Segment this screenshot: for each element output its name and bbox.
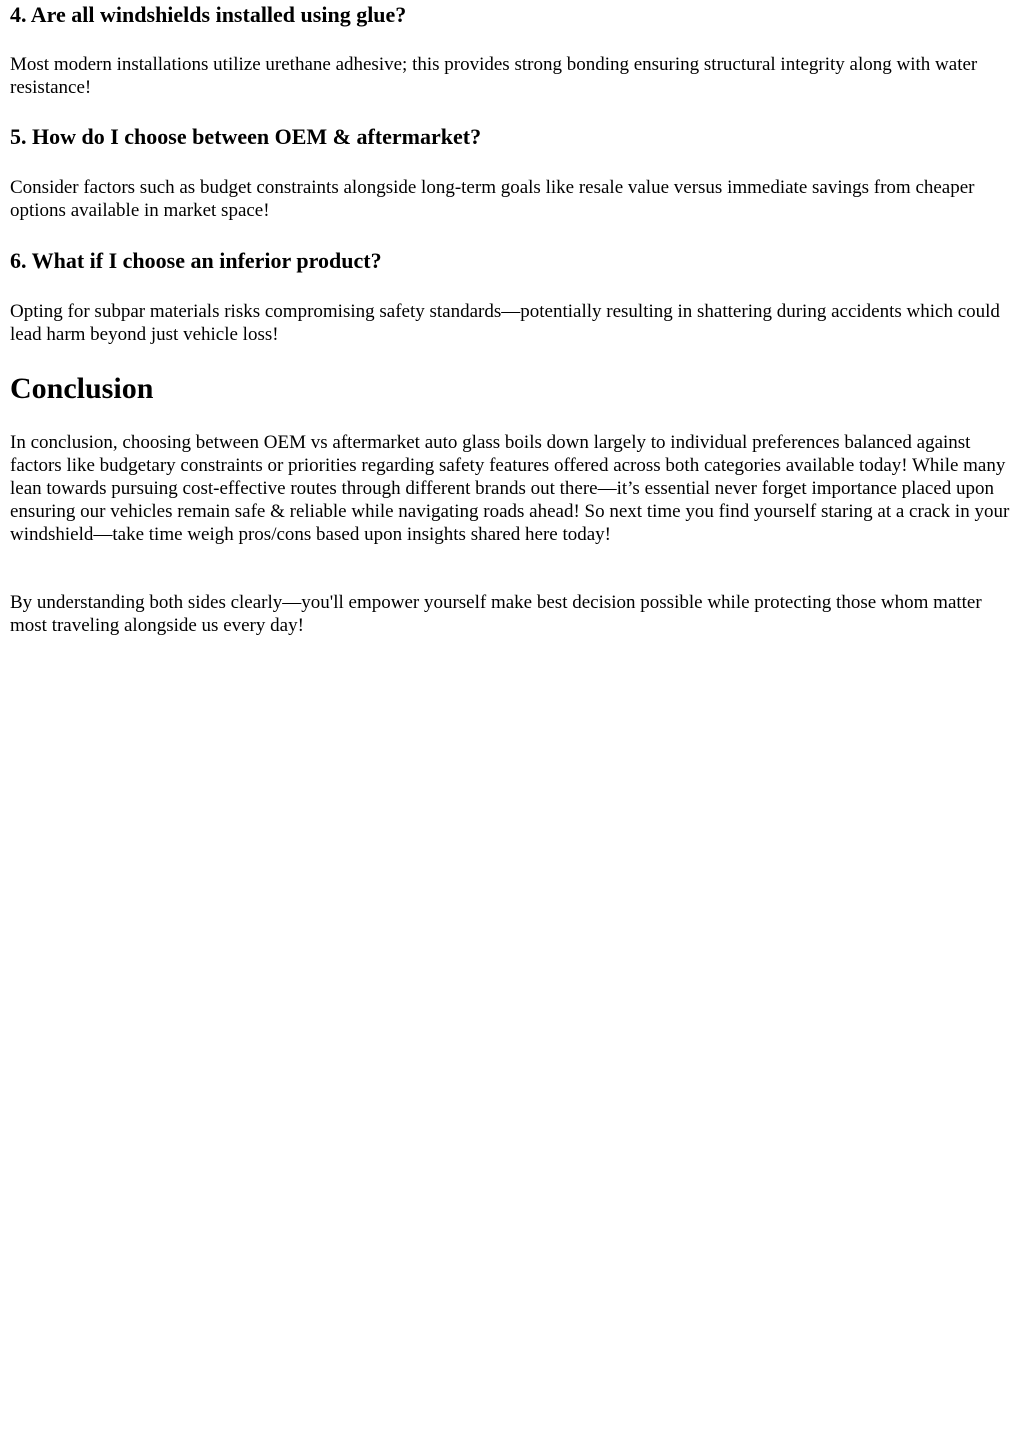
faq-question-5: 5. How do I choose between OEM & aftermarket? [10, 124, 482, 149]
conclusion-heading: Conclusion [10, 372, 154, 405]
conclusion-paragraph-1: In conclusion, choosing between OEM vs aftermarket auto glass boils down largely to individual preferences balanced against factors like budgetary constraints or priorities regarding safety features offered across both categories available today! While many lean towards pursuing cost-effective routes through different brands out there—it’s essential never forget importance placed upon ensuring our vehicles remain safe & reliable while navigating roads ahead! So next time you find yourself staring at a crack in your windshield—take time weigh pros/cons based upon insights shared here today! [10, 432, 1010, 545]
faq-answer-4: Most modern installations utilize urethane adhesive; this provides strong bonding ensuring structural integrity along with water resistance! [10, 54, 978, 98]
faq-answer-6: Opting for subpar materials risks compromising safety standards—potentially resulting in shattering during accidents which could lead harm beyond just vehicle loss! [10, 301, 1000, 345]
faq-question-6: 6. What if I choose an inferior product? [10, 248, 382, 273]
faq-answer-5: Consider factors such as budget constraints alongside long-term goals like resale value versus immediate savings from cheaper options available in market space! [10, 177, 975, 221]
faq-question-4: 4. Are all windshields installed using glue? [10, 2, 407, 27]
conclusion-paragraph-2: By understanding both sides clearly—you'll empower yourself make best decision possible while protecting those whom matter most traveling alongside us every day! [10, 592, 982, 636]
